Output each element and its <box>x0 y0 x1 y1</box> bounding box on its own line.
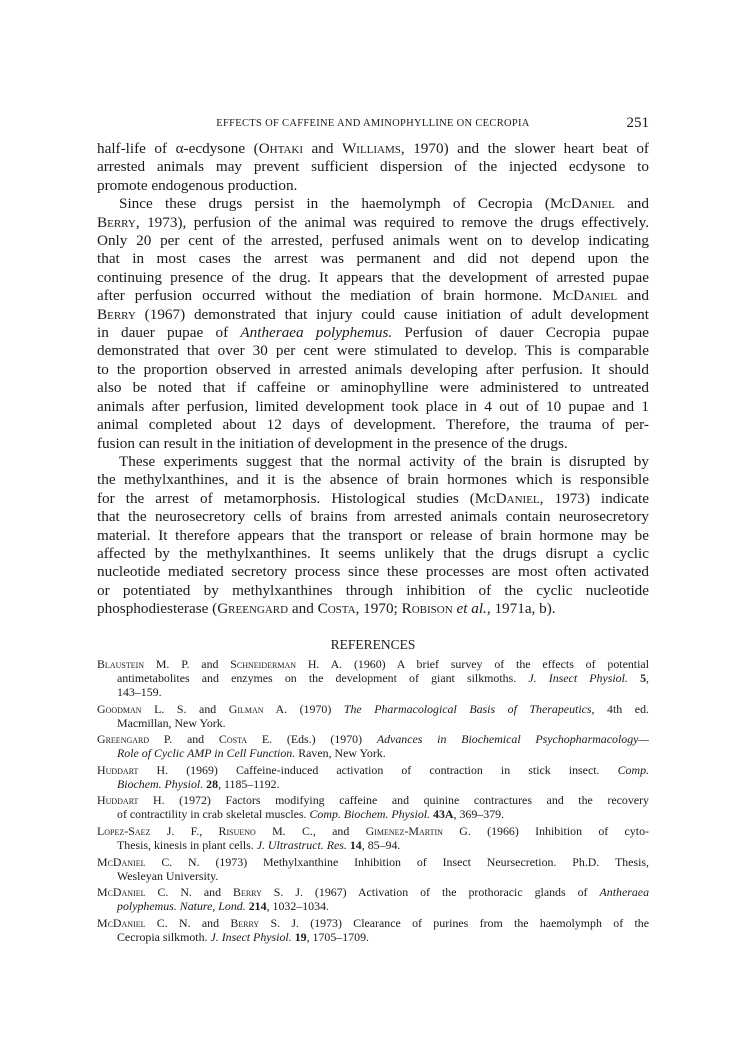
text-line <box>97 732 649 746</box>
text-span: for the arrest of metamorphosis. Histological studies ( <box>97 489 475 507</box>
italic-text: J. Insect Physiol. <box>210 929 292 944</box>
author-name: Robison <box>401 600 453 618</box>
text-span: to the proportion observed in arrested animals developing after perfusion. It should <box>97 360 649 378</box>
reference-item <box>97 855 649 883</box>
text-span: H. (1969) Caffeine-induced activation of contraction in stick insect. <box>138 762 618 777</box>
italic-text: Biochem. Physiol. <box>117 776 204 791</box>
references-heading: REFERENCES <box>330 637 416 652</box>
page-number: 251 <box>626 115 649 131</box>
text-span: after perfusion occurred without the mediation of brain hormone. <box>97 287 553 305</box>
text-line <box>97 793 649 807</box>
italic-text: Advances in Biochemical Psychopharmacology— <box>376 732 649 747</box>
text-line <box>97 930 649 944</box>
text-span: 143–159. <box>117 685 162 699</box>
volume-number: 5 <box>640 671 647 685</box>
author-name: Greengard <box>97 732 150 747</box>
text-span: , 1185–1192. <box>218 776 280 791</box>
text-line <box>97 916 649 930</box>
text-span: C. N. and <box>145 885 234 900</box>
text-span: , 1032–1034. <box>266 899 329 914</box>
text-span: S. J. (1967) Activation of the prothoracic glands of <box>261 885 600 900</box>
references-list <box>97 657 649 946</box>
text-span: in dauer pupae of <box>97 324 241 342</box>
text-line <box>97 563 649 581</box>
volume-number: 43A <box>433 807 454 822</box>
text-line <box>97 306 649 324</box>
text-span: half-life of α-ecdysone ( <box>97 140 259 157</box>
text-line <box>97 214 649 232</box>
text-span: L. S. and <box>141 701 229 716</box>
author-name: Schneiderman <box>230 657 297 671</box>
text-line <box>97 435 649 453</box>
text-span: promote endogenous production. <box>97 176 298 194</box>
text-line <box>97 379 649 397</box>
reference-item <box>97 732 649 760</box>
text-span: C. N. (1973) Methylxanthine Inhibition of Insect Neursecretion. Ph.D. Thesis, <box>145 854 649 869</box>
author-name: Greengard <box>217 600 289 618</box>
italic-text: et al. <box>456 600 487 618</box>
text-line <box>97 287 649 305</box>
text-line <box>97 855 649 869</box>
text-span: P. and <box>149 732 219 747</box>
author-name: Berry <box>97 305 136 323</box>
text-span: , 369–379. <box>453 807 505 822</box>
text-span: Perfusion of dauer Cecropia pupae <box>392 324 649 342</box>
text-span: , 1973), perfusion of the animal was required to remove the drugs effectively. <box>135 213 649 231</box>
italic-text: Role of Cyclic AMP in Cell Function. <box>117 746 296 761</box>
text-span: antimetabolites and enzymes on the development of giant silkmoths. <box>117 671 529 685</box>
text-span: Raven, New York. <box>295 746 386 761</box>
text-span: that in most cases the arrest was permanent and did not depend upon the <box>97 250 649 268</box>
text-span: and <box>288 600 318 618</box>
text-span: and <box>617 287 649 305</box>
reference-item <box>97 885 649 913</box>
paragraph <box>97 140 649 195</box>
text-line <box>97 527 649 545</box>
italic-text: polyphemus. <box>117 899 177 914</box>
author-name: Williams <box>341 140 401 157</box>
text-span: the methylxanthines, and it is the absence of brain hormones which is responsible <box>97 471 649 489</box>
text-span: These experiments suggest that the normal activity of the brain is disrupted by <box>119 452 649 470</box>
italic-text: Comp. <box>617 762 649 777</box>
author-name: McDaniel <box>552 287 618 305</box>
text-span: and <box>303 140 342 157</box>
text-span: M. P. and <box>144 657 231 671</box>
paragraph <box>97 453 649 619</box>
text-span: fusion can result in the initiation of development in the presence of the drugs. <box>97 434 568 452</box>
running-header <box>97 115 649 133</box>
text-span: material. It therefore appears that the transport or release of brain hormone may be <box>97 526 649 544</box>
text-span: arrested animals may prevent sufficient dispersion of the injected ecdysone to <box>97 158 649 176</box>
text-line <box>97 471 649 489</box>
text-line <box>97 453 649 471</box>
author-name: McDaniel <box>97 885 146 900</box>
text-span: also be noted that if caffeine or aminophylline were administered to untreated <box>97 379 649 397</box>
text-span: nucleotide mediated secretory process since these processes are most often activated <box>97 563 649 581</box>
text-line <box>97 416 649 434</box>
author-name: Huddart <box>97 793 139 808</box>
text-span: (1967) demonstrated that injury could cause initiation of adult development <box>135 305 649 323</box>
text-line <box>97 600 649 618</box>
text-line <box>97 545 649 563</box>
text-line <box>97 824 649 838</box>
italic-text: Antheraea polyphemus. <box>240 324 393 342</box>
text-span: animals after perfusion, limited development took place in 4 out of 10 pupae and 1 <box>97 397 649 415</box>
author-name: Berry <box>97 213 136 231</box>
text-span: J. F., <box>150 823 219 838</box>
text-span: Only 20 per cent of the arrested, perfused animals went on to develop indicating <box>97 232 649 250</box>
author-name: Gilman <box>228 701 264 716</box>
text-span: E. (Eds.) (1970) <box>247 732 377 747</box>
text-line <box>97 490 649 508</box>
author-name: McDaniel <box>97 854 146 869</box>
reference-item <box>97 916 649 944</box>
text-line <box>97 508 649 526</box>
author-name: Blaustein <box>97 657 145 671</box>
italic-text: J. Ultrastruct. Res. <box>256 837 347 852</box>
running-title: EFFECTS OF CAFFEINE AND AMINOPHYLLINE ON CECROPIA <box>216 118 530 129</box>
italic-text: Nature, Lond. <box>179 899 246 914</box>
text-span: , 85–94. <box>361 837 401 852</box>
text-span: H. A. (1960) A brief survey of the effects of potential <box>296 657 649 671</box>
text-span: Cecropia silkmoth. <box>117 929 211 944</box>
volume-number: 19 <box>294 929 307 944</box>
text-line <box>97 232 649 250</box>
author-name: McDaniel <box>549 195 615 213</box>
text-span: A. (1970) <box>263 701 344 716</box>
text-span: demonstrated that over 30 per cent were stimulated to develop. This is comparable <box>97 342 649 360</box>
text-line <box>97 324 649 342</box>
italic-text: J. Insect Physiol. <box>528 671 628 685</box>
text-line <box>97 885 649 899</box>
italic-text: Comp. Biochem. Physiol. <box>309 807 431 822</box>
text-line <box>97 671 649 685</box>
author-name: McDaniel <box>474 489 540 507</box>
text-line <box>97 657 649 671</box>
author-name: Costa <box>218 732 248 747</box>
author-name: Ohtaki <box>258 140 303 157</box>
text-line <box>97 361 649 379</box>
text-span: of contractility in crab skeletal muscles. <box>117 807 310 822</box>
reference-item <box>97 824 649 852</box>
volume-number: 28 <box>206 776 219 791</box>
paragraph <box>97 195 649 453</box>
text-span: G. (1966) Inhibition of cyto- <box>442 823 649 838</box>
reference-item <box>97 702 649 730</box>
text-line <box>97 763 649 777</box>
reference-item <box>97 793 649 821</box>
text-span: , 1970; <box>355 600 402 618</box>
text-line <box>97 702 649 716</box>
author-name: McDaniel <box>97 915 146 930</box>
text-span: affected by the methylxanthines. It seems unlikely that the drugs disrupt a cyclic <box>97 544 649 562</box>
author-name: Berry <box>230 915 260 930</box>
text-line <box>97 582 649 600</box>
author-name: Lopez-Saez <box>97 823 151 838</box>
text-span <box>628 671 640 685</box>
text-span: and <box>614 195 649 213</box>
author-name: Huddart <box>97 762 139 777</box>
text-line <box>97 869 649 883</box>
text-line <box>97 140 649 158</box>
author-name: Costa <box>317 600 356 618</box>
author-name: Risueno <box>218 823 256 838</box>
text-span: M. C., and <box>255 823 366 838</box>
text-span: Thesis, kinesis in plant cells. <box>117 837 257 852</box>
text-line <box>97 899 649 913</box>
volume-number: 214 <box>248 899 267 914</box>
text-line <box>97 195 649 213</box>
author-name: Berry <box>233 885 262 900</box>
text-line <box>97 685 649 699</box>
volume-number: 14 <box>349 837 362 852</box>
reference-item <box>97 763 649 791</box>
text-span: , 1971a, b). <box>486 600 556 618</box>
text-line <box>97 250 649 268</box>
text-span: Macmillan, New York. <box>117 715 226 730</box>
author-name: Goodman <box>97 701 142 716</box>
text-line <box>97 777 649 791</box>
text-line <box>97 838 649 852</box>
text-span: , 1973) indicate <box>539 489 649 507</box>
italic-text: The Pharmacological Basis of Therapeutics <box>343 701 592 716</box>
text-span: or potentiated by methylxanthines through inhibition of the cyclic nucleotide <box>97 581 649 599</box>
text-line <box>97 269 649 287</box>
text-line <box>97 398 649 416</box>
text-span: that the neurosecretory cells of brains from arrested animals contain neurosecretory <box>97 508 649 526</box>
text-line <box>97 716 649 730</box>
text-span: Since these drugs persist in the haemolymph of Cecropia ( <box>119 195 550 213</box>
text-line <box>97 342 649 360</box>
text-span: C. N. and <box>145 915 231 930</box>
text-span: animal completed about 12 days of development. Therefore, the trauma of per- <box>97 416 649 434</box>
italic-text: Antheraea <box>599 885 650 900</box>
text-line <box>97 177 649 195</box>
text-span: , 4th ed. <box>591 701 649 716</box>
text-span: , 1705–1709. <box>306 929 370 944</box>
reference-item <box>97 657 649 699</box>
text-span: H. (1972) Factors modifying caffeine and quinine contractures and the recovery <box>138 793 649 808</box>
text-span: phosphodiesterase ( <box>97 600 218 618</box>
text-span: S. J. (1973) Clearance of purines from the haemolymph of the <box>259 915 649 930</box>
text-line <box>97 158 649 176</box>
author-name: Gimenez-Martin <box>365 823 443 838</box>
text-span: , 1970) and the slower heart beat of <box>400 140 649 157</box>
text-line <box>97 746 649 760</box>
text-line <box>97 807 649 821</box>
text-span: Wesleyan University. <box>117 868 219 883</box>
text-span: , <box>646 671 649 685</box>
text-span: continuing presence of the drug. It appears that the development of arrested pupae <box>97 268 649 286</box>
body-text <box>97 140 649 619</box>
